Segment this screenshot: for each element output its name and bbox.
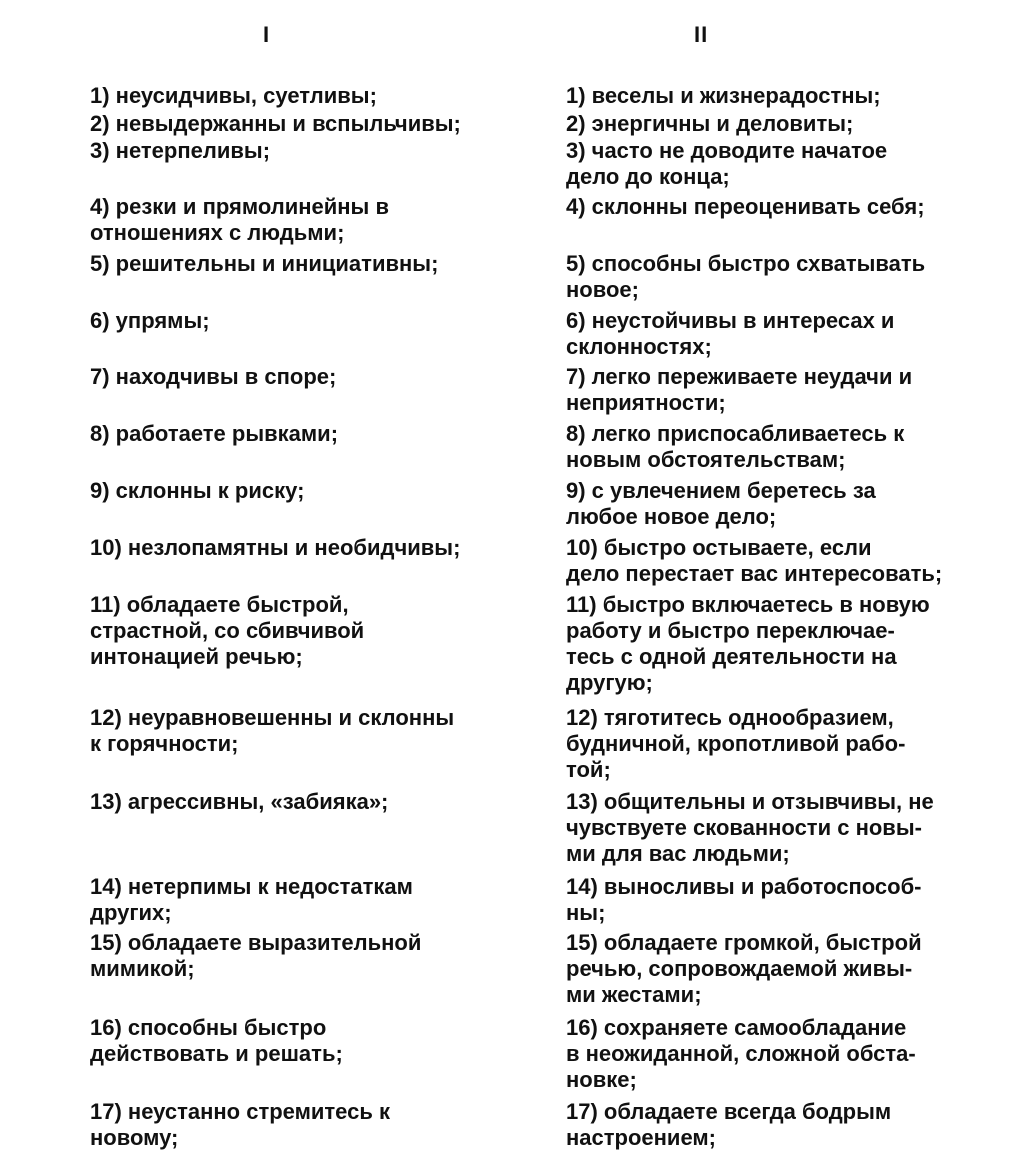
col1-item-9: 9) склонны к риску; (90, 478, 305, 503)
col1-item-1: 1) неусидчивы, суетливы; (90, 83, 377, 108)
col1-item-15: 15) обладаете выразительной мимикой; (90, 930, 422, 981)
column-header-2: II (694, 22, 709, 47)
col1-item-7: 7) находчивы в споре; (90, 364, 337, 389)
col1-item-10: 10) незлопамятны и необидчивы; (90, 535, 461, 560)
col2-item-10: 10) быстро остываете, если дело перестает вас интересовать; (566, 535, 943, 586)
col1-item-14: 14) нетерпимы к недостаткам других; (90, 874, 413, 925)
col2-item-3: 3) часто не доводите начатое дело до конца; (566, 138, 888, 189)
col1-item-4: 4) резки и прямолинейны в отношениях с людьми; (90, 194, 389, 245)
col2-item-5: 5) способны быстро схватывать новое; (566, 251, 926, 302)
col2-item-16: 16) сохраняете самообладание в неожиданной, сложной обста- новке; (566, 1015, 916, 1092)
col2-item-14: 14) выносливы и работоспособ- ны; (566, 874, 922, 925)
col1-item-8: 8) работаете рывками; (90, 421, 339, 446)
col2-item-12: 12) тяготитесь однообразием, будничной, кропотливой рабо- той; (566, 705, 906, 782)
col1-item-5: 5) решительны и инициативны; (90, 251, 439, 276)
col2-item-11: 11) быстро включаетесь в новую работу и быстро переключае- тесь с одной деятельности на другую; (566, 592, 930, 695)
col1-item-11: 11) обладаете быстрой, страстной, со сбивчивой интонацией речью; (90, 592, 365, 669)
col2-item-2: 2) энергичны и деловиты; (566, 111, 854, 136)
col1-item-17: 17) неустанно стремитесь к новому; (90, 1099, 390, 1150)
col2-item-17: 17) обладаете всегда бодрым настроением; (566, 1099, 892, 1150)
column-header-1: I (263, 22, 271, 47)
col2-item-1: 1) веселы и жизнерадостны; (566, 83, 881, 108)
col1-item-12: 12) неуравновешенны и склонны к горячности; (90, 705, 455, 756)
col1-item-13: 13) агрессивны, «забияка»; (90, 789, 389, 814)
col2-item-6: 6) неустойчивы в интересах и склонностях; (566, 308, 895, 359)
col1-item-3: 3) нетерпеливы; (90, 138, 271, 163)
col1-item-16: 16) способны быстро действовать и решать; (90, 1015, 343, 1066)
col2-item-15: 15) обладаете громкой, быстрой речью, сопровождаемой живы- ми жестами; (566, 930, 922, 1007)
col1-item-6: 6) упрямы; (90, 308, 210, 333)
col1-item-2: 2) невыдержанны и вспыльчивы; (90, 111, 461, 136)
col2-item-7: 7) легко переживаете неудачи и неприятности; (566, 364, 913, 415)
col2-item-4: 4) склонны переоценивать себя; (566, 194, 925, 219)
col2-item-13: 13) общительны и отзывчивы, не чувствуете скованности с новы- ми для вас людьми; (566, 789, 934, 866)
col2-item-8: 8) легко приспосабливаетесь к новым обстоятельствам; (566, 421, 905, 472)
col2-item-9: 9) с увлечением беретесь за любое новое дело; (566, 478, 876, 529)
